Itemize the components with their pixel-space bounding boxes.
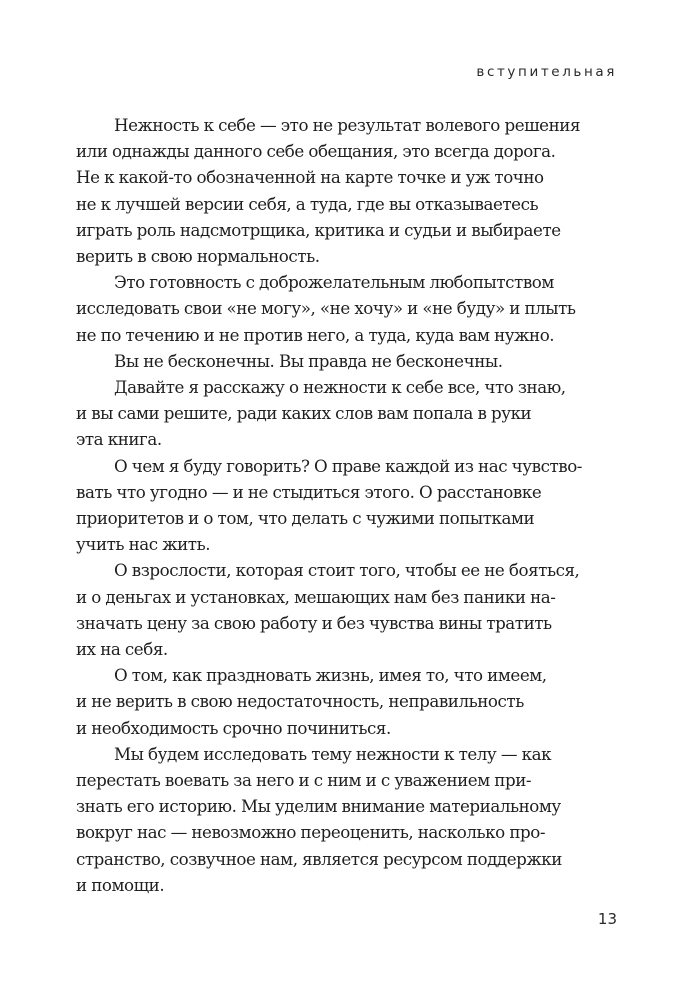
paragraph	[76, 557, 618, 662]
text-line: не к лучшей версии себя, а туда, где вы отказываетесь	[76, 193, 539, 214]
text-line: Давайте я расскажу о нежности к себе все, что знаю,	[114, 377, 566, 398]
text-line: вокруг нас — невозможно переоценить, насколько про-	[76, 822, 546, 843]
text-line: и о деньгах и установках, мешающих нам без паники на-	[76, 586, 556, 607]
text-line: не по течению и не против него, а туда, куда вам нужно.	[76, 324, 555, 345]
paragraph	[76, 112, 618, 269]
text-line: О чем я буду говорить? О праве каждой из нас чувство-	[114, 455, 582, 476]
text-line: приоритетов и о том, что делать с чужими попытками	[76, 508, 535, 529]
text-line: вать что угодно — и не стыдиться этого. О расстановке	[76, 481, 542, 502]
text-line: учить нас жить.	[76, 534, 211, 555]
paragraph	[76, 269, 618, 348]
text-line: или однажды данного себе обещания, это всегда дорога.	[76, 141, 556, 162]
body-text	[76, 112, 618, 898]
paragraph	[76, 741, 618, 898]
text-line: знать его историю. Мы уделим внимание материальному	[76, 796, 561, 817]
text-line: и необходимость срочно починиться.	[76, 717, 391, 738]
paragraph	[76, 348, 618, 374]
paragraph	[76, 374, 618, 453]
text-line: Не к какой-то обозначенной на карте точке и уж точно	[76, 167, 544, 188]
text-line: их на себя.	[76, 639, 168, 660]
text-line: перестать воевать за него и с ним и с уважением при-	[76, 770, 532, 791]
text-line: Нежность к себе — это не результат волевого решения	[114, 115, 581, 135]
text-line: играть роль надсмотрщика, критика и судьи и выбираете	[76, 219, 561, 240]
page-number: 13	[597, 910, 617, 928]
text-line: странство, созвучное нам, является ресурсом поддержки	[76, 848, 562, 869]
text-line: и вы сами решите, ради каких слов вам попала в руки	[76, 403, 532, 424]
text-line: О том, как праздновать жизнь, имея то, что имеем,	[114, 665, 547, 686]
text-line: Это готовность с доброжелательным любопытством	[114, 272, 554, 293]
text-line: и помощи.	[76, 874, 165, 895]
text-line: значать цену за свою работу и без чувства вины тратить	[76, 612, 552, 633]
text-line: верить в свою нормальность.	[76, 246, 320, 267]
running-head: вступительная	[476, 64, 617, 80]
paragraph	[76, 662, 618, 741]
text-line: Мы будем исследовать тему нежности к телу — как	[114, 743, 552, 764]
text-line: Вы не бесконечны. Вы правда не бесконечны.	[114, 350, 503, 371]
text-line: О взрослости, которая стоит того, чтобы ее не бояться,	[114, 560, 580, 581]
text-line: эта книга.	[76, 429, 162, 450]
paragraph	[76, 453, 618, 558]
text-line: исследовать свои «не могу», «не хочу» и «не буду» и плыть	[76, 298, 576, 319]
text-line: и не верить в свою недостаточность, неправильность	[76, 691, 524, 712]
